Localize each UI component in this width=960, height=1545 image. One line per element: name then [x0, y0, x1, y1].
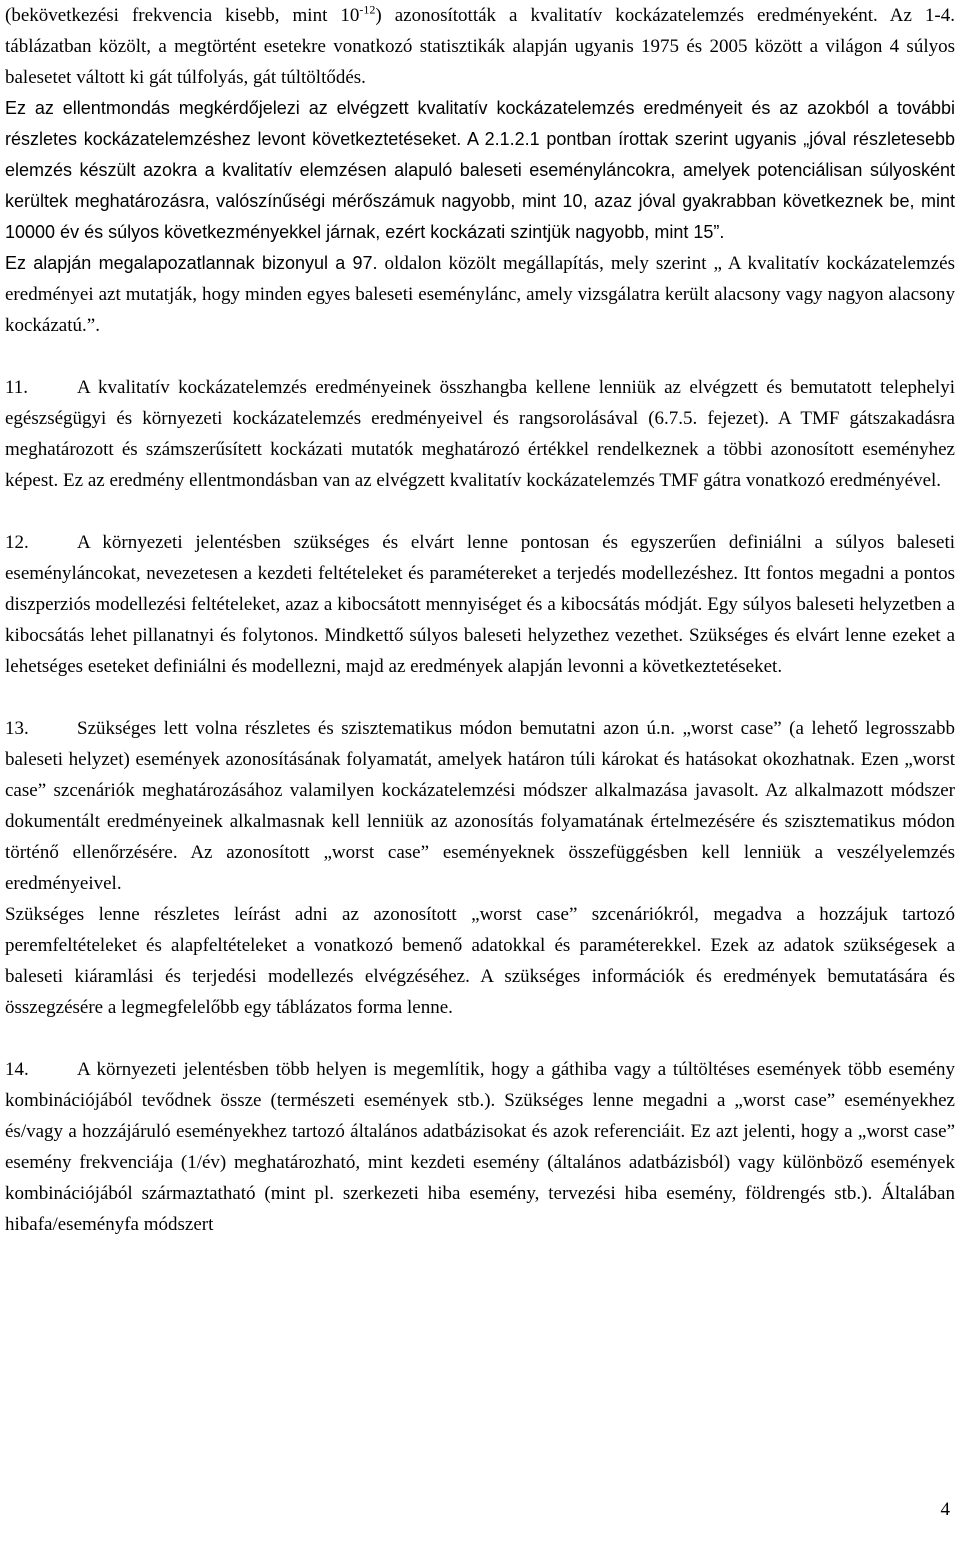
intro-superscript: -12: [359, 2, 376, 17]
intro-text-a: (bekövetkezési frekvencia kisebb, mint 10: [5, 5, 360, 26]
paragraph-13-text: Szükséges lett volna részletes és szisztematikus módon bemutatni azon ú.n. „worst case” (a lehető legrosszabb baleseti helyzet) események azonosításának folyamatát, amelyek határon túli károkat és hatásokat okozhatnak. Ezen „worst case” szcenáriók meghatározásához valamilyen kockázatelemzési módszer alkalmazása javasolt. Az alkalmazott módszer dokumentált eredményeinek alkalmasnak kell lenniük az azonosítás folyamatának értelmezésére és szisztematikus módon történő ellenőrzésére. Az azonosított „worst case” eseményeknek összefüggésben kell lenniük a veszélyelemzés eredményeivel.: [5, 718, 955, 894]
spacer: [5, 496, 955, 527]
paragraph-11-text: A kvalitatív kockázatelemzés eredményeinek összhangba kellene lenniük az elvégzett és bemutatott telephelyi egészségügyi és környezeti kockázatelemzés eredményeivel és rangsorolásával (6.7.5. fejezet). A TMF gátszakadásra meghatározott és számszerűsített kockázati mutatók meghatározó értékkel rendelkeznek a többi azonosított eseményhez képest. Ez az eredmény ellentmondásban van az elvégzett kvalitatív kockázatelemzés TMF gátra vonatkozó eredményével.: [5, 377, 955, 491]
paragraph-intro: [5, 0, 955, 93]
baseless-text-b: oldalon közölt megállapítás, mely szerint „ A kvalitatív kockázatelemzés eredményei azt mutatják, hogy minden egyes baleseti eseménylánc, amely vizsgálatra került alacsony vagy nagyon alacsony kockázatú.”.: [5, 253, 956, 336]
spacer: [5, 341, 955, 372]
page-number: 4: [940, 1499, 950, 1520]
spacer: [5, 682, 955, 713]
paragraph-12-text: A környezeti jelentésben szükséges és elvárt lenne pontosan és egyszerűen definiálni a súlyos baleseti eseményláncokat, nevezetesen a kezdeti feltételeket és paramétereket a terjedés modellezéshez. Itt fontos megadni a pontos diszperziós modellezési feltételeket, azaz a kibocsátott mennyiséget és a kibocsátás módját. Egy súlyos baleseti helyzetben a kibocsátás lehet pillanatnyi és folytonos. Mindkettő súlyos baleseti helyzethez vezethet. Szükséges és elvárt lenne ezeket a lehetséges eseteket definiálni és modellezni, majd az eredmények alapján levonni a következtetéseket.: [5, 532, 955, 677]
paragraph-13-number: 13.: [5, 718, 29, 739]
paragraph-14-number: 14.: [5, 1059, 29, 1080]
paragraph-11-number: 11.: [5, 377, 29, 398]
paragraph-14: [5, 1054, 955, 1240]
paragraph-12-number: 12.: [5, 532, 29, 553]
intro-text-b: ) azonosították a kvalitatív kockázatelemzés eredményeként. Az 1-4. táblázatban közölt, a megtörtént esetekre vonatkozó statisztikák alapján ugyanis 1975 és 2005 között a világon 4 súlyos balesetet váltott ki gát túlfolyás, gát túltöltődés.: [5, 5, 955, 88]
paragraph-contradiction: Ez az ellentmondás megkérdőjelezi az elvégzett kvalitatív kockázatelemzés eredményeit és az azokból a további részletes kockázatelemzéshez levont következtetéseket. A 2.1.2.1 pontban írottak szerint ugyanis „jóval részletesebb elemzés készült azokra a kvalitatív elemzésen alapuló baleseti eseményláncokra, amelyek potenciálisan súlyosként kerültek meghatározásra, valószínűségi mérőszámuk nagyobb, mint 10, azaz jóval gyakrabban következnek be, mint 10000 év és súlyos következményekkel járnak, ezért kockázati szintjük nagyobb, mint 15”.: [5, 98, 955, 242]
paragraph-baseless: [5, 248, 955, 341]
paragraph-13b: Szükséges lenne részletes leírást adni az azonosított „worst case” szcenáriókról, megadva a hozzájuk tartozó peremfeltételeket és alapfeltételeket a vonatkozó bemenő adatokkal és paraméterekkel. Ezek az adatok szükségesek a baleseti kiáramlási és terjedési modellezés elvégzéséhez. A szükséges információk és eredmények bemutatására és összegzésére a legmegfelelőbb egy táblázatos forma lenne.: [5, 904, 955, 1018]
paragraph-11: [5, 372, 955, 496]
paragraph-14-text: A környezeti jelentésben több helyen is megemlítik, hogy a gáthiba vagy a túltöltéses események több esemény kombinációjából tevődnek össze (természeti események stb.). Szükséges lenne megadni a „worst case” eseményekhez és/vagy a hozzájáruló eseményekhez tartozó általános adatbázisokat és azok referenciáit. Ez azt jelenti, hogy a „worst case” esemény frekvenciája (1/év) meghatározható, mint kezdeti esemény (általános adatbázisból) vagy különböző események kombinációjából származtatható (mint pl. szerkezeti hiba esemény, tervezési hiba esemény, földrengés stb.). Általában hibafa/eseményfa módszert: [5, 1059, 955, 1235]
baseless-text-a: Ez alapján megalapozatlannak bizonyul a 97.: [5, 253, 378, 273]
spacer: [5, 1023, 955, 1054]
paragraph-12: [5, 527, 955, 682]
paragraph-13: [5, 713, 955, 899]
